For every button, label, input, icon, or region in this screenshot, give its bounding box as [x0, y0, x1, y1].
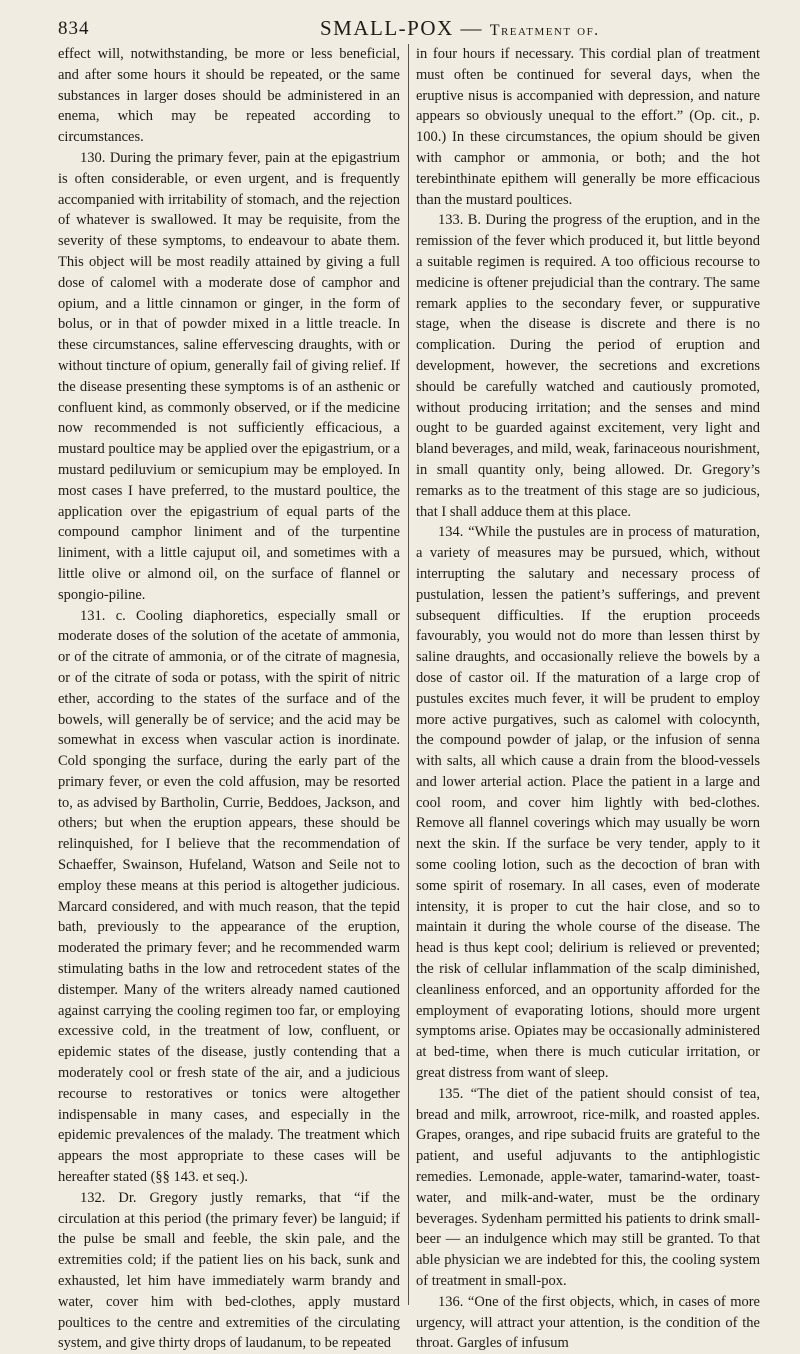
paragraph-130: 130. During the primary fever, pain at the epigastrium is often considerable, or even urgent, and is frequently accompanied with irritability of stomach, and the rejection of whatever is swallowed. It may be requisite, from the severity of these symptoms, to endeavour to abate them. This object will be most readily attained by giving a full dose of calomel with a moderate dose of camphor and opium, and a little cinnamon or ginger, in the form of bolus, or in that of powder mixed in a little treacle. In these circumstances, saline effervescing draughts, with or without tincture of opium, generally fail of giving relief. If the disease presenting these symptoms is of an asthenic or confluent kind, as commonly observed, or if the medicine now recommended is not sufficiently efficacious, a mustard poultice may be applied over the epigastrium, or a mustard pediluvium or semicupium may be employed. In most cases I have preferred, to the mustard poultice, the application over the epigastrium of equal parts of the compound camphor liniment and of the turpentine liniment, with a little cajuput oil, and sometimes with a little olive or almond oil, on the surface of flannel or spongio-piline.: [58, 149, 400, 603]
column-divider: [408, 44, 409, 1305]
paragraph-136: 136. “One of the first objects, which, in cases of more urgency, will attract your attention, is the condition of the throat. Gargles of infusum: [416, 1293, 760, 1352]
running-title-dash: —: [453, 16, 490, 40]
running-title-main: SMALL-POX: [320, 16, 454, 40]
page-number: 834: [58, 18, 90, 39]
right-column: [416, 44, 760, 1352]
left-column: [58, 44, 400, 1352]
paragraph-133: 133. B. During the progress of the eruption, and in the remission of the fever which produced it, but little beyond a suitable regimen is required. A too officious recourse to medicine is oftener prejudicial than the contrary. The same remark applies to the secondary fever, or suppurative stage, when the disease is discrete and there is no complication. During the period of eruption and development, however, the secretions and excretions should be carefully watched and cautiously promoted, without producing irritation; and the senses and mind ought to be guarded against excitement, very light and bland beverages, and mild, weak, farinaceous nourishment, in small quantity only, being allowed. Dr. Gregory’s remarks as to the treatment of this stage are so judicious, that I shall adduce them at this place.: [416, 212, 760, 520]
paragraph-134: 134. “While the pustules are in process of maturation, a variety of measures may be pursued, which, without interrupting the salutary and necessary process of pustulation, lessen the patient’s sufferings, and prevent subsequent difficulties. If the eruption proceeds favourably, you would not do more than lessen thirst by saline draughts, and occasionally relieve the bowels by a dose of castor oil. If the maturation of a large crop of pustules excites much fever, it will be prudent to employ more active purgatives, such as calomel with colocynth, the compound powder of jalap, or the infusion of senna with salts, all which cause a drain from the blood-vessels and lower arterial action. Place the patient in a large and cool room, and cover him lightly with bed-clothes. Remove all flannel coverings which may usually be worn next the skin. If the surface be very tender, apply to it some cooling lotion, such as the decoction of bran with some spirit of rosemary. In all cases, even of moderate intensity, it is proper to cut the hair close, and so to maintain it during the whole course of the disease. The head is thus kept cool; delirium is relieved or prevented; the risk of cellular inflammation of the scalp diminished, cleanliness enforced, and an opportunity afforded for the employment of evaporating lotions, should more urgent symptoms arise. Opiates may be occasionally administered at bed-time, when there is much cuticular irritation, or great distress from want of sleep.: [416, 524, 760, 1082]
paragraph: effect will, notwithstanding, be more or less beneficial, and after some hours it should be repeated, or the same substances in larger doses should be administered in an enema, which may be repeated according to circumstances.: [58, 46, 400, 146]
running-title: [320, 16, 600, 41]
paragraph: in four hours if necessary. This cordial plan of treatment must often be continued for several days, when the eruptive nisus is accompanied with depression, and nature appears so obviously unequal to the effort.” (Op. cit., p. 100.) In these circumstances, the opium should be given with camphor or ammonia, or both; and the hot terebinthinate epithem will generally be more efficacious than the mustard poultices.: [416, 46, 760, 208]
running-header: [58, 16, 776, 44]
paragraph-132: 132. Dr. Gregory justly remarks, that “if the circulation at this period (the primary fever) be languid; if the pulse be small and feeble, the skin pale, and the extremities cold; if the patient lies on his back, sunk and exhausted, let him have immediately warm brandy and water, cover him with bed-clothes, apply mustard poultices to the centre and extremities of the circulating system, and give thirty drops of laudanum, to be repeated: [58, 1189, 400, 1352]
paragraph-131: 131. c. Cooling diaphoretics, especially small or moderate doses of the solution of the acetate of ammonia, or of the citrate of ammonia, or of the citrate of magnesia, or of the citrate of soda or potass, with the spirit of nitric ether, according to the states of the surface and of the bowels, will generally be of service; and the acid may be somewhat in excess when vascular action is inordinate. Cold sponging the surface, during the early part of the primary fever, or even the cold affusion, may be resorted to, as advised by Bartholin, Currie, Beddoes, Jackson, and others; but when the eruption appears, these should be relinquished, for I believe that the recommendation of Schaeffer, Swainson, Hufeland, Watson and Seile not to employ these means at this period is altogether judicious. Marcard considered, and with much reason, that the tepid bath, previously to the appearance of the eruption, moderated the primary fever; and he recommended warm stimulating baths in the low and retrocedent states of the distemper. Many of the writers already named cautioned against carrying the cooling regimen too far, or employing excessive cold, in the treatment of low, confluent, or epidemic states of the disease, justly contending that a moderately cool or fresh state of the air, and a judicious recourse to restoratives or tonics were altogether indispensable in many cases, and especially in the epidemic prevalences of the malady. The treatment which appears the most appropriate to these cases will be hereafter stated (§§ 143. et seq.).: [58, 607, 400, 1186]
running-title-subtitle: Treatment of.: [489, 22, 600, 39]
paragraph-135: 135. “The diet of the patient should consist of tea, bread and milk, arrowroot, rice-milk, and roasted apples. Grapes, oranges, and ripe subacid fruits are grateful to the patient, and useful adjuvants to the antiphlogistic remedies. Lemonade, apple-water, tamarind-water, toast-water, and milk-and-water, must be the ordinary beverages. Sydenham permitted his patients to drink small-beer — an indulgence which may still be granted. To that able physician we are indebted for this, the cooling system of treatment in small-pox.: [416, 1085, 760, 1290]
